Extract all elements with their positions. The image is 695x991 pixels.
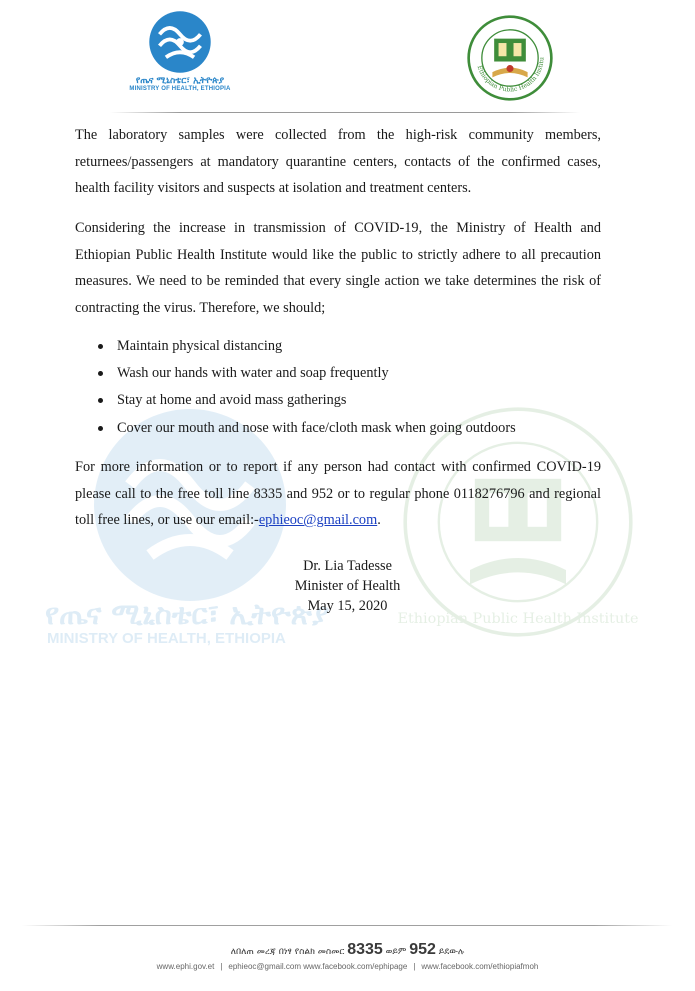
bullet-icon xyxy=(98,344,103,349)
header-divider xyxy=(110,112,580,113)
hotline-number-1: 8335 xyxy=(347,941,383,958)
paragraph-contact-info xyxy=(75,454,601,534)
hotline-or: ወይም xyxy=(385,947,407,957)
moh-name-amharic: የጤና ሚኒስቴር፣ ኢትዮጵያ xyxy=(135,76,225,86)
footer-email-link[interactable]: ephieoc@gmail.com xyxy=(228,962,302,971)
list-item-text: Cover our mouth and nose with face/cloth mask when going outdoors xyxy=(117,419,516,436)
email-link[interactable]: ephieoc@gmail.com xyxy=(258,512,378,529)
moh-watermark-amharic: የጤና ሚኒስቴር፣ ኢትዮጵያ xyxy=(45,597,330,631)
bullet-icon xyxy=(98,371,103,376)
footer-facebook-link-1[interactable]: www.facebook.com/ephipage xyxy=(303,962,408,971)
list-item xyxy=(96,415,516,442)
precaution-list xyxy=(96,333,516,442)
moh-logo xyxy=(120,10,240,92)
hotline-number-2: 952 xyxy=(409,941,436,958)
paragraph-samples: The laboratory samples were collected from the high-risk community members, returnees/passengers at mandatory quarantine centers, contacts of the confirmed cases, health facility visitors and suspects at isolation and treatment centers. xyxy=(75,127,601,197)
moh-name-english: MINISTRY OF HEALTH, ETHIOPIA xyxy=(129,86,231,92)
footer-links xyxy=(0,962,695,971)
signatory-name: Dr. Lia Tadesse xyxy=(303,558,392,574)
footer-website-link[interactable]: www.ephi.gov.et xyxy=(156,962,215,971)
footer-hotline xyxy=(0,941,695,959)
list-item-text: Wash our hands with water and soap frequently xyxy=(117,365,389,382)
hotline-text: ለበለጠ መረጃ በነፃ የስልክ መስመር xyxy=(230,947,345,957)
hotline-call: ይደውሉ xyxy=(438,947,465,957)
footer-separator: | xyxy=(413,962,416,971)
contact-text: For more information or to report if any person had contact with confirmed COVID-19 please call to the free toll line 8335 and 952 or to regular phone 0118276796 and regional toll free lines, or use our email:- xyxy=(75,459,601,529)
list-item xyxy=(96,387,516,414)
footer-divider xyxy=(22,925,672,926)
footer-facebook-link-2[interactable]: www.facebook.com/ethiopiafmoh xyxy=(421,962,539,971)
list-item xyxy=(96,333,516,360)
letter-date: May 15, 2020 xyxy=(307,598,388,614)
paragraph-precautions: Considering the increase in transmission of COVID-19, the Ministry of Health and Ethiopian Public Health Institute would like the public to strictly adhere to all precaution measures. We need to be reminded that every single action we take determines the risk of contracting the virus. Therefore, we should; xyxy=(75,220,601,316)
list-item xyxy=(96,360,516,387)
svg-text:Ethiopian Public Health Instit: Ethiopian Public Health Institu xyxy=(475,57,546,94)
signature-block xyxy=(0,556,695,616)
ephi-seal-icon xyxy=(466,14,554,102)
footer-separator: | xyxy=(220,962,223,971)
bullet-icon xyxy=(98,426,103,431)
ephi-seal-logo xyxy=(466,14,554,107)
list-item-text: Stay at home and avoid mass gatherings xyxy=(117,392,347,409)
moh-watermark-english: MINISTRY OF HEALTH, ETHIOPIA xyxy=(47,630,286,647)
signatory-title: Minister of Health xyxy=(294,578,401,594)
list-item-text: Maintain physical distancing xyxy=(117,338,283,354)
moh-emblem-icon xyxy=(148,10,212,74)
svg-text:Ethiopian Public Health Instit: Ethiopian Public Health Institute xyxy=(398,610,638,627)
contact-text-end: . xyxy=(377,512,381,529)
bullet-icon xyxy=(98,398,103,403)
